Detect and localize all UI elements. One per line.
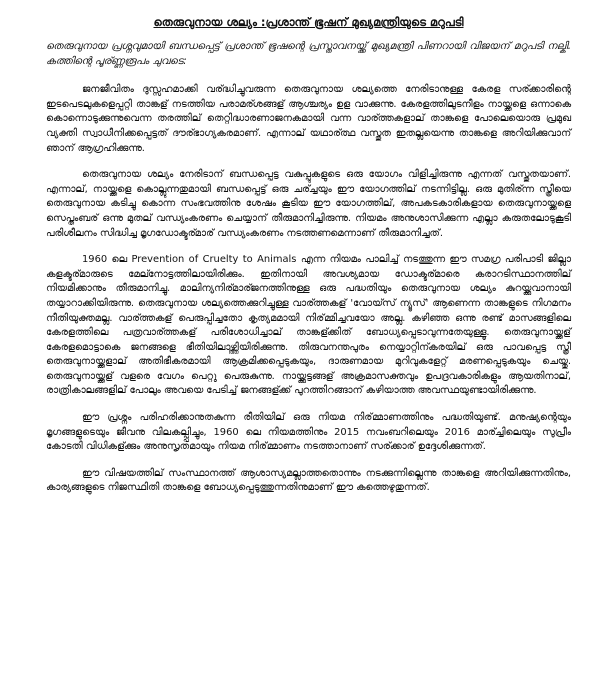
body-paragraph: 1960 ലെ Prevention of Cruelty to Animals എന്ന നിയമം പാലിച്ച് നടത്തുന്ന ഈ സമഗ്ര പരിപാടി ജില്ലാ കളക്ടര്മാരുടെ മേല്നോട്ടത്തിലായിരിക്കും. ഇതിനായി അവശ്യമായ ഡോക്ടര്മാരെ കരാറടിസ്ഥാനത്തില് നിയമിക്കാനും തീരുമാനിച്ചു. മാലിന്യനിര്മാര്ജനത്തിനുള്ള ഒരു പദ്ധതിയും തെരുവുനായ ശല്യം കുറയ്ക്കുവാനായി തയ്യാറാക്കിയിരുന്നു. തെരുവുനായ ശല്യത്തെക്കുറിച്ചുള്ള വാര്ത്തകള് 'വോയ്സ് ന്യൂസ്' ആണെന്ന താങ്കളുടെ നിഗമനം നീതിയുക്തമല്ല. വാര്ത്തകള് പെരുപ്പിച്ചതോ കൃത്യമമായി നിര്മ്മിച്ചവയോ അല്ല. കഴിഞ്ഞ ഒന്നു രണ്ട് മാസങ്ങളിലെ കേരളത്തിലെ പത്രവാര്ത്തകള് പരിശോധിച്ചാല് താങ്കള്ക്കിത് ബോധ്യപ്പെടാവുന്നതേയുള്ളൂ. തെരുവുനായ്ക്കള് കേരളമൊട്ടാകെ ജനങ്ങളെ ഭീതിയിലാഴ്ത്തിയിരിക്കുന്നു. തിരുവനന്തപുരം നെയ്യാറ്റിന്കരയില് ഒരു പാവപ്പെട്ട സ്ത്രീ തെരുവുനായ്ക്കളാല് അതിഭീകരമായി ആക്രമിക്കപ്പെടുകയും, ദാരുണമായ മുറിവുകളേറ്റ് മരണപ്പെടുകയും ചെയ്തു. തെരുവുനായ്ക്കള് വളരെ വേഗം പെറ്റു പെരുകുന്നു. നായ്ക്കുട്ടങ്ങള് അക്രമാസക്തവും ഉപദ്രവകാരികളും ആയതിനാല്, രാത്രികാലങ്ങളില് പോലും അവയെ പേടിച്ച് ജനങ്ങള്ക്ക് പുറത്തിറങ്ങാന് കഴിയാത്ത അവസ്ഥയുണ്ടായിരിക്കുന്നു. [46,254,571,397]
body-paragraph: ഈ പ്രശ്നം പരിഹരിക്കാനുതകുന്ന രീതിയില് ഒരു നിയമ നിര്മ്മാണത്തിനും പദ്ധതിയുണ്ട്. മനുഷ്യന്റെയും മൃഗങ്ങളുടെയും ജീവനു വിലകല്പ്പിച്ചും, 1960 ലെ നിയമത്തിനും 2015 നവംബറിലെയും 2016 മാര്ച്ചിലെയും സുപ്രീം കോടതി വിധികള്ക്കും അനുസൃതമായും നിയമ നിര്മ്മാണം നടത്താനാണ് സര്ക്കാര് ഉദ്ദേശിക്കുന്നത്. [46,412,571,453]
body-paragraph: തെരുവുനായ ശല്യം നേരിടാന് ബന്ധപ്പെട്ട വകുപ്പുകളുടെ ഒരു യോഗം വിളിച്ചിരുന്നു എന്നത് വസ്തുതയാണ്. എന്നാല്, നായ്ക്കളെ കൊല്ലുന്നതുമായി ബന്ധപ്പെട്ട് ഒരു ചര്ച്ചയും ഈ യോഗത്തില് നടന്നിട്ടില്ല. ഒരു മുതിര്ന്ന സ്ത്രീയെ തെരുവുനായ കടിച്ചു കൊന്ന സംഭവത്തിനു ശേഷം കൂടിയ ഈ യോഗത്തില്, അപകടകാരികളായ തെരുവുനായ്ക്കളെ സെപ്തംബര് ഒന്നു മുതല് വന്ധ്യംകരണം ചെയ്യാന് തീരുമാനിച്ചിരുന്നു. നിയമം അനുശാസിക്കുന്ന എല്ലാ കരുതലോടുകൂടി പരിശീലനം സിദ്ധിച്ച മൃഗഡോക്ടര്മാര് വന്ധ്യംകരണം നടത്തണമെന്നാണ് തീരുമാനിച്ചത്. [46,169,571,239]
document-body [46,83,571,496]
body-paragraph: ഈ വിഷയത്തില് സംസ്ഥാനത്ത് ആശാസ്യമല്ലാത്തതൊന്നും നടക്കുന്നില്ലെന്നു താങ്കളെ അറിയിക്കുന്നതിനും, കാര്യങ്ങളുടെ നിജസ്ഥിതി താങ്കളെ ബോധ്യപ്പെടുത്തുന്നതിനുമാണ് ഈ കത്തെഴുതുന്നത്. [46,467,571,494]
document-title: തെരുവുനായ ശല്യം :പ്രശാന്ത് ഭൂഷന് മുഖ്യമന്ത്രിയുടെ മറുപടി [153,15,464,29]
document-intro: തെരുവുനായ പ്രശ്നവുമായി ബന്ധപ്പെട്ട് പ്രശാന്ത് ഭൂഷന്റെ പ്രസ്താവനയ്ക്ക് മുഖ്യമന്ത്രി പിണറായി വിജയന് മറുപടി നല്കി. കത്തിന്റെ പൂര്ണ്ണരൂപം ചുവടെ: [46,41,571,67]
body-paragraph: ജനജീവിതം ദുസ്സഹമാക്കി വര്ദ്ധിച്ചുവരുന്ന തെരുവുനായ ശല്യത്തെ നേരിടാനുള്ള കേരള സര്ക്കാരിന്റെ ഇടപെടലുകളെപ്പറ്റി താങ്കള് നടത്തിയ പരാമര്ശങ്ങള് ആശ്ചര്യം ഉള വാക്കുന്നു. കേരളത്തിലുടനീളം നായ്ക്കളെ ഒന്നാകെ കൊന്നൊടുക്കുന്നുവെന്ന തരത്തില് തെറ്റിദ്ധാരണാജനകമായി വന്ന വാര്ത്തകളാല് താങ്കളെ പോലെയൊരു പ്രമുഖ വ്യക്തി സ്വാധീനിക്കപ്പെട്ടത് ദൗര്ഭാഗ്യകരമാണ്. എന്നാല് യഥാര്ത്ഥ വസ്തുത ഇതല്ലയെന്നു താങ്കളെ അറിയിക്കുവാന് ഞാന് ആഗ്രഹിക്കുന്നു. [46,84,571,154]
